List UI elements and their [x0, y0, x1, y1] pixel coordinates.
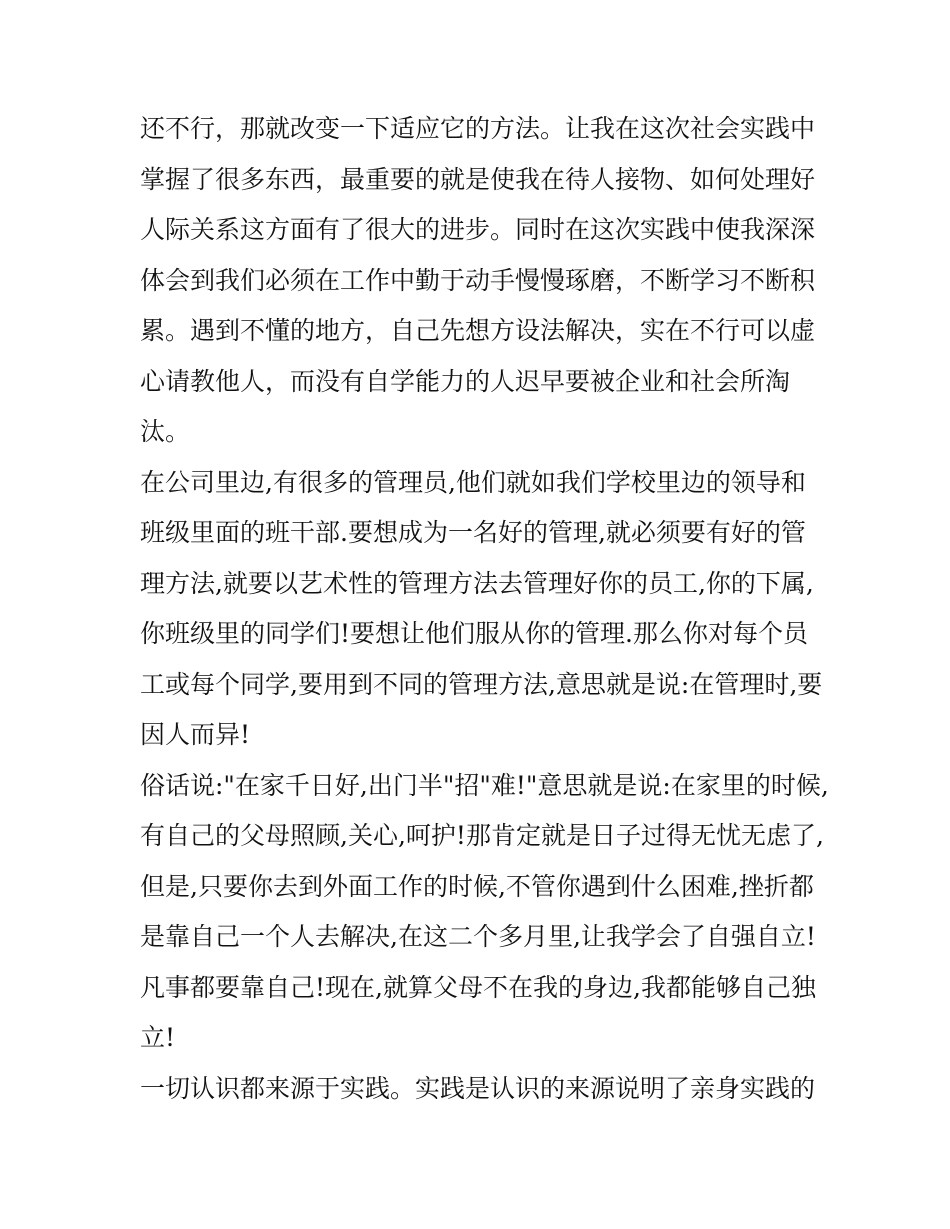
paragraph-3 [140, 761, 829, 1064]
paragraph-4 [140, 1064, 820, 1115]
paragraph-1 [140, 104, 820, 458]
text-line: 理方法,就要以艺术性的管理方法去管理好你的员工,你的下属, [140, 568, 814, 598]
text-line: 班级里面的班干部.要想成为一名好的管理,就必须要有好的管 [140, 518, 806, 547]
text-line: 人际关系这方面有了很大的进步。同时在这次实践中使我深深 [140, 215, 816, 244]
document-body [140, 104, 829, 1114]
text-line: 在公司里边,有很多的管理员,他们就如我们学校里边的领导和 [140, 467, 806, 497]
text-line: 工或每个同学,要用到不同的管理方法,意思就是说:在管理时,要 [140, 669, 823, 699]
text-line: 是靠自己一个人去解决,在这二个多月里,让我学会了自强自立! [140, 922, 816, 951]
text-line: 凡事都要靠自己!现在,就算父母不在我的身边,我都能够自己独 [140, 972, 816, 1002]
text-line: 汰。 [140, 417, 191, 446]
text-line: 立! [140, 1023, 176, 1052]
text-line: 体会到我们必须在工作中勤于动手慢慢琢磨，不断学习不断积 [140, 265, 816, 295]
text-line: 你班级里的同学们!要想让他们服从你的管理.那么你对每个员 [140, 619, 808, 648]
text-line: 有自己的父母照顾,关心,呵护!那肯定就是日子过得无忧无虑了, [140, 821, 824, 850]
text-line: 因人而异! [140, 720, 251, 749]
paragraph-2 [140, 458, 823, 761]
text-line: 俗话说:"在家千日好,出门半"招"难!"意思就是说:在家里的时候, [140, 770, 829, 800]
text-line: 但是,只要你去到外面工作的时候,不管你遇到什么困难,挫折都 [140, 871, 814, 901]
text-line: 累。遇到不懂的地方，自己先想方设法解决，实在不行可以虚 [140, 316, 816, 345]
text-line: 掌握了很多东西，最重要的就是使我在待人接物、如何处理好 [140, 164, 816, 194]
text-line: 一切认识都来源于实践。实践是认识的来源说明了亲身实践的 [140, 1073, 816, 1103]
text-line: 心请教他人，而没有自学能力的人迟早要被企业和社会所淘 [140, 366, 791, 396]
text-line: 还不行，那就改变一下适应它的方法。让我在这次社会实践中 [140, 114, 816, 143]
